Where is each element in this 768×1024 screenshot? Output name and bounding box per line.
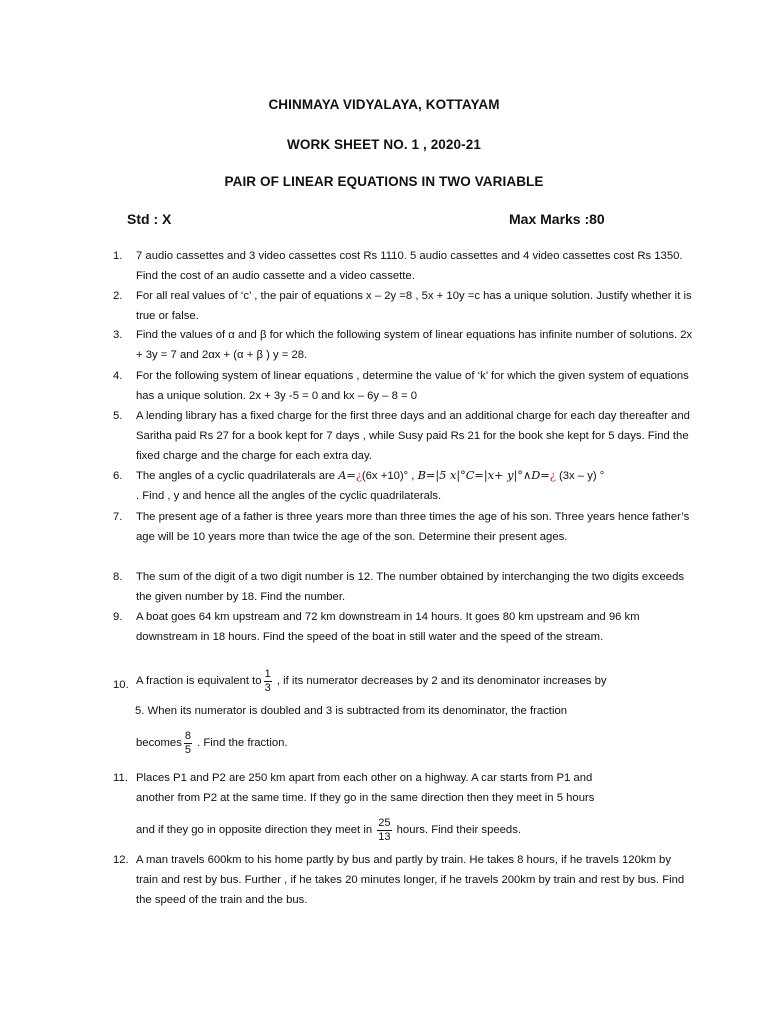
question-10 xyxy=(113,666,693,758)
question-text: The present age of a father is three years more than three times the age of his son. Three years hence father’s age will be 10 years more than twice the age of the son. Determine their present ages. xyxy=(136,511,690,543)
math-expression: B=|5 x|°C=|x+ y|°∧D= xyxy=(417,469,550,482)
question-number: 3. xyxy=(113,329,123,341)
question-3 xyxy=(113,325,693,365)
question-text: becomes xyxy=(136,737,182,749)
std-label: Std : X xyxy=(127,211,172,227)
question-number: 9. xyxy=(113,611,123,623)
question-text: A boat goes 64 km upstream and 72 km downstream in 14 hours. It goes 80 km upstream and 96 km downstream in 18 hours. Find the speed of the boat in still water and the speed of the stream. xyxy=(136,611,640,643)
question-text: For all real values of ‘c’ , the pair of equations x – 2y =8 , 5x + 10y =c has a unique solution. Justify whether it is true or false. xyxy=(136,290,692,322)
question-text: A man travels 600km to his home partly by bus and partly by train. He takes 8 hours, if he travels 120km by train and rest by bus. Further , if he takes 20 minutes longer, if he travels 200km by train and rest by bus. Find the speed of the train and the bus. xyxy=(136,854,685,906)
fraction: $\frac{8}{5}$ xyxy=(184,729,191,756)
question-text: another from P2 at the same time. If they go in the same direction then they meet in 5 hours xyxy=(136,792,595,804)
question-6 xyxy=(113,466,693,506)
question-text: 7 audio cassettes and 3 video cassettes cost Rs 1110. 5 audio cassettes and 4 video cassettes cost Rs 1350. Find the cost of an audio cassette and a video cassette. xyxy=(136,250,683,282)
question-5 xyxy=(113,406,693,466)
question-text: Places P1 and P2 are 250 km apart from each other on a highway. A car starts from P1 and xyxy=(136,772,593,784)
question-number: 10. xyxy=(113,679,129,691)
question-text: , if its numerator decreases by 2 and its denominator increases by xyxy=(273,675,607,687)
topic-title: PAIR OF LINEAR EQUATIONS IN TWO VARIABLE xyxy=(224,174,544,189)
question-text: 5. When its numerator is doubled and 3 is subtracted from its denominator, the fraction xyxy=(135,705,568,717)
question-number: 6. xyxy=(113,470,123,482)
fraction: $\frac{1}{3}$ xyxy=(264,667,271,694)
worksheet-title: WORK SHEET NO. 1 , 2020-21 xyxy=(287,137,481,152)
question-4 xyxy=(113,366,693,406)
question-number: 5. xyxy=(113,410,123,422)
question-text: For the following system of linear equations , determine the value of ‘k’ for which the given system of equations has a unique solution. 2x + 3y -5 = 0 and kx – 6y – 8 = 0 xyxy=(136,370,689,402)
question-number: 7. xyxy=(113,511,123,523)
question-text: (6x +10)° , xyxy=(361,470,418,482)
red-symbol: ¿ xyxy=(549,469,556,482)
question-number: 11. xyxy=(113,772,128,784)
question-8 xyxy=(113,567,693,607)
question-text: A fraction is equivalent to xyxy=(136,675,262,687)
fraction: $\frac{25}{13}$ xyxy=(378,816,391,843)
question-number: 8. xyxy=(113,571,123,583)
max-marks-label: Max Marks :80 xyxy=(509,211,605,227)
question-text: The sum of the digit of a two digit number is 12. The number obtained by interchanging the two digits exceeds the given number by 18. Find the number. xyxy=(136,571,685,603)
question-text: and if they go in opposite direction they meet in xyxy=(136,824,376,836)
question-number: 4. xyxy=(113,370,123,382)
school-title: CHINMAYA VIDYALAYA, KOTTAYAM xyxy=(268,97,500,112)
question-2 xyxy=(113,286,693,326)
question-text: . Find the fraction. xyxy=(193,737,288,749)
red-symbol: ¿ xyxy=(355,469,362,482)
question-9 xyxy=(113,607,693,647)
question-11 xyxy=(113,768,693,847)
question-number: 2. xyxy=(113,290,123,302)
question-text: A lending library has a fixed charge for the first three days and an additional charge for each day thereafter and Saritha paid Rs 27 for a book kept for 7 days , while Susy paid Rs 21 for the book she kept for 5 days. Find the fixed charge and the charge for each extra day. xyxy=(136,410,690,462)
question-text: Find the values of α and β for which the following system of linear equations has infinite number of solutions. 2x + 3y = 7 and 2αx + (α + β ) y = 28. xyxy=(136,329,693,361)
question-text: hours. Find their speeds. xyxy=(393,824,521,836)
question-number: 1. xyxy=(113,250,123,262)
math-expression: A= xyxy=(338,469,356,482)
question-text: . Find , y and hence all the angles of the cyclic quadrilaterals. xyxy=(136,490,442,502)
question-text: The angles of a cyclic quadrilaterals are xyxy=(136,470,339,482)
question-12 xyxy=(113,850,693,910)
question-number: 12. xyxy=(113,854,129,866)
question-1 xyxy=(113,246,693,286)
question-7 xyxy=(113,507,693,547)
question-text: (3x – y) ° xyxy=(555,470,605,482)
